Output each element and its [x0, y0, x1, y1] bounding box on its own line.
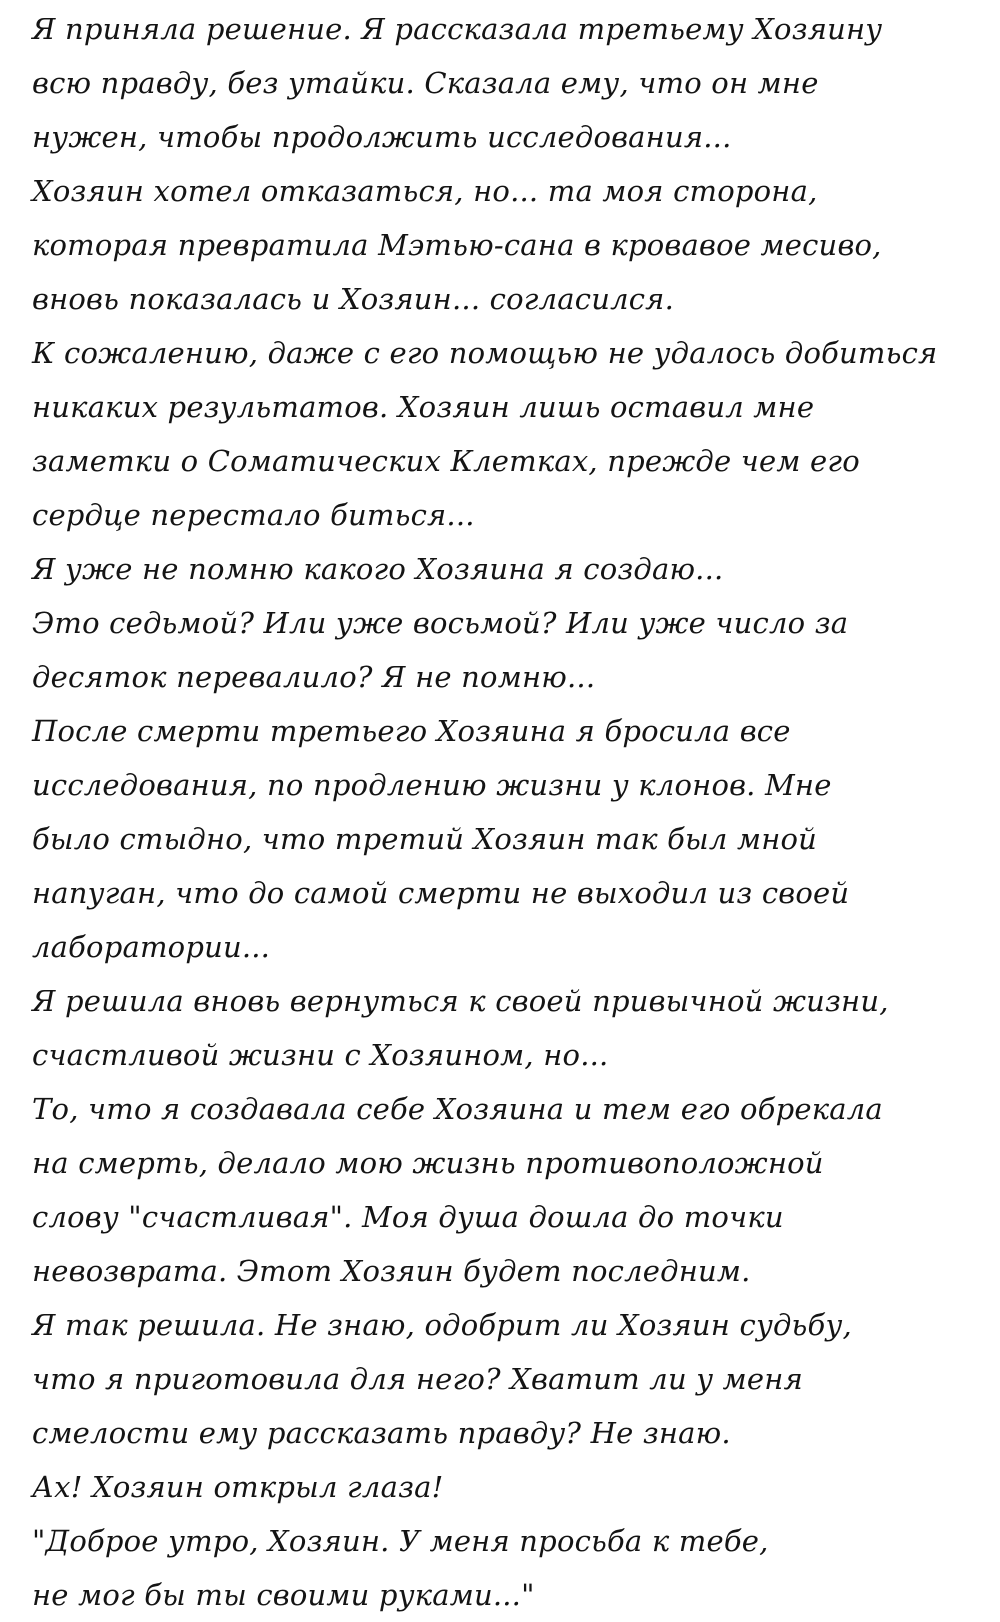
text-line-4: Хозяин хотел отказаться, но... та моя сторона, — [32, 174, 818, 208]
text-line-18: лаборатории... — [32, 930, 271, 964]
text-line-16: было стыдно, что третий Хозяин так был мной — [32, 822, 818, 856]
text-line-9: заметки о Соматических Клетках, прежде чем его — [32, 444, 860, 478]
text-line-19: Я решила вновь вернуться к своей привычной жизни, — [32, 984, 889, 1018]
text-line-22: на смерть, делало мою жизнь противоположной — [32, 1146, 824, 1180]
text-line-25: Я так решила. Не знаю, одобрит ли Хозяин судьбу, — [32, 1308, 852, 1342]
text-line-13: десяток перевалило? Я не помню... — [32, 660, 596, 694]
text-line-30: не мог бы ты своими руками..." — [32, 1578, 535, 1612]
handwritten-text — [32, 2, 994, 1622]
text-line-28: Ах! Хозяин открыл глаза! — [32, 1470, 444, 1504]
text-line-17: напуган, что до самой смерти не выходил из своей — [32, 876, 850, 910]
text-line-6: вновь показалась и Хозяин... согласился. — [32, 282, 675, 316]
text-line-24: невозврата. Этот Хозяин будет последним. — [32, 1254, 751, 1288]
text-line-29: "Доброе утро, Хозяин. У меня просьба к тебе, — [32, 1524, 769, 1558]
text-line-26: что я приготовила для него? Хватит ли у меня — [32, 1362, 803, 1396]
text-line-15: исследования, по продлению жизни у клонов. Мне — [32, 768, 832, 802]
text-line-3: нужен, чтобы продолжить исследования... — [32, 120, 732, 154]
text-line-11: Я уже не помню какого Хозяина я создаю... — [32, 552, 724, 586]
text-line-20: счастливой жизни с Хозяином, но... — [32, 1038, 609, 1072]
text-line-21: То, что я создавала себе Хозяина и тем его обрекала — [32, 1092, 883, 1126]
text-line-27: смелости ему рассказать правду? Не знаю. — [32, 1416, 731, 1450]
text-line-8: никаких результатов. Хозяин лишь оставил мне — [32, 390, 815, 424]
text-line-2: всю правду, без утайки. Сказала ему, что он мне — [32, 66, 819, 100]
text-line-1: Я приняла решение. Я рассказала третьему Хозяину — [32, 12, 883, 46]
text-line-5: которая превратила Мэтью-сана в кровавое месиво, — [32, 228, 882, 262]
text-line-10: сердце перестало биться... — [32, 498, 475, 532]
text-line-12: Это седьмой? Или уже восьмой? Или уже число за — [32, 606, 849, 640]
text-line-7: К сожалению, даже с его помощью не удалось добиться — [32, 336, 938, 370]
text-line-14: После смерти третьего Хозяина я бросила все — [32, 714, 791, 748]
text-line-23: слову "счастливая". Моя душа дошла до точки — [32, 1200, 784, 1234]
